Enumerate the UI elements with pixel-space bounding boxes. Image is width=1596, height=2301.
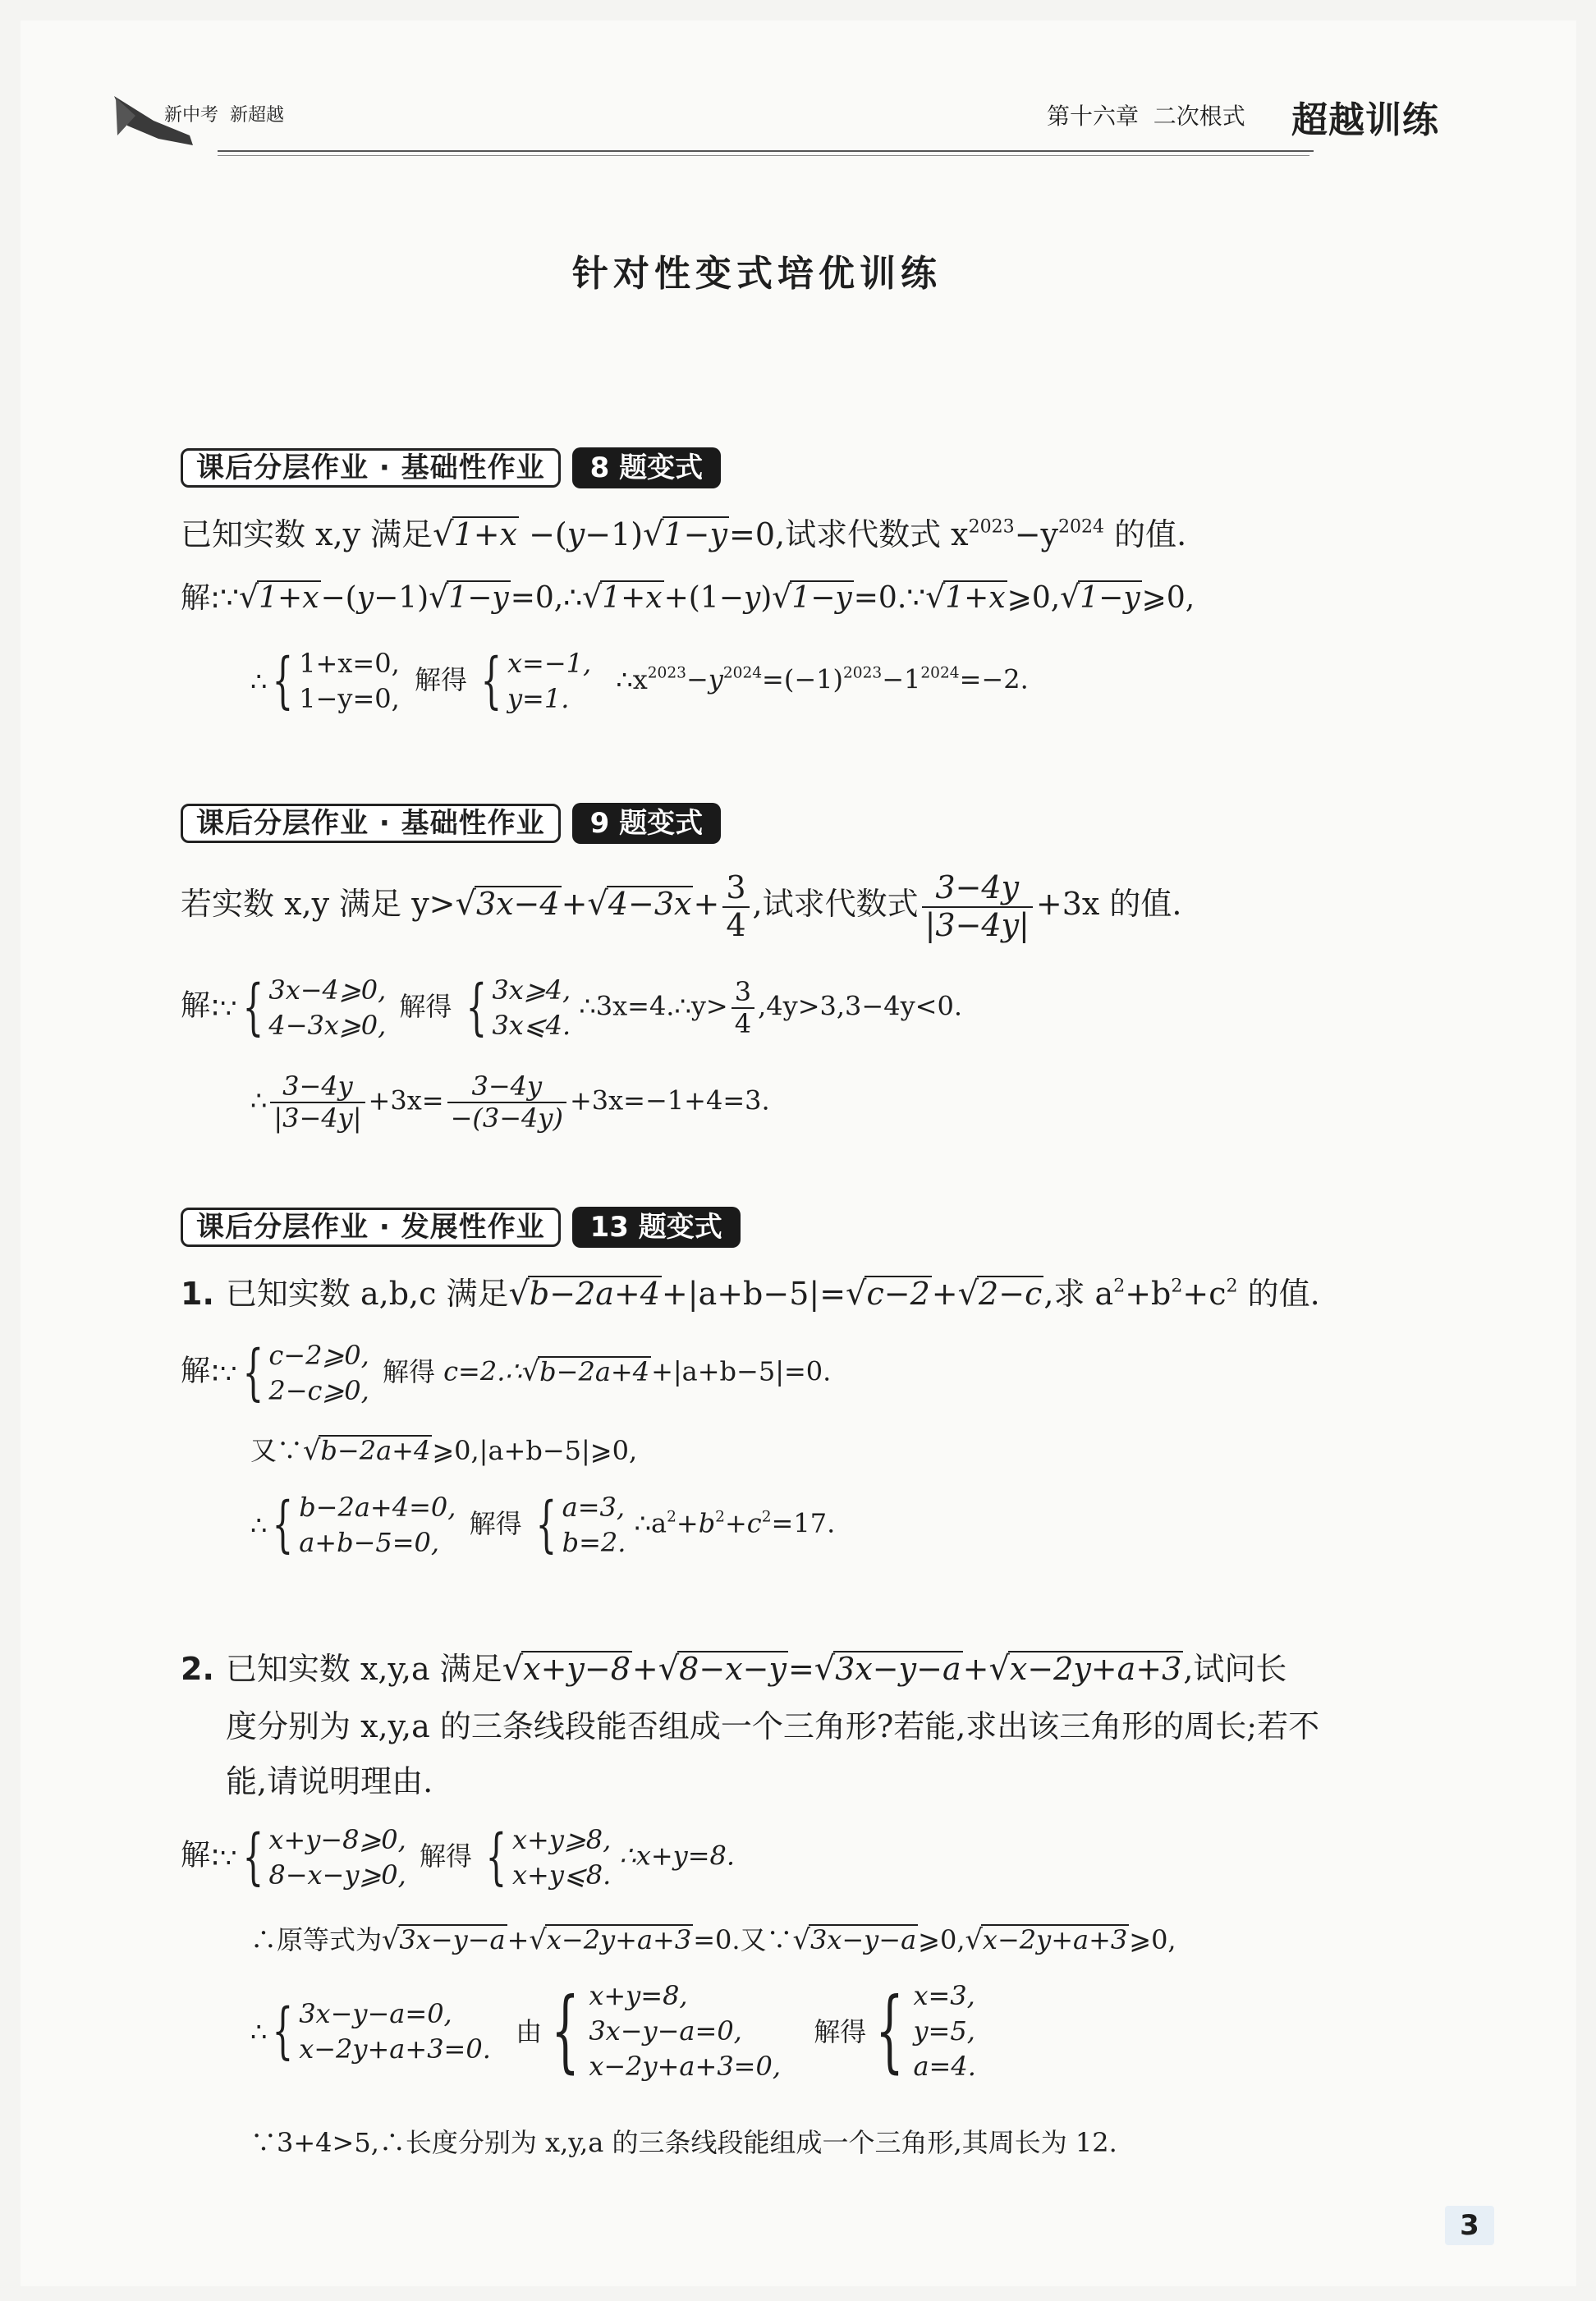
solution-13-2-line2: ∴原等式为√3x−y−a+√x−2y+a+3=0.又∵√3x−y−a⩾0,√x−2y+a+3⩾0,	[250, 1923, 1176, 1955]
chapter-label: 第十六章 二次根式	[1047, 103, 1245, 130]
solution-8-line1: 解:∵√1+x−(y−1)√1−y=0,∴√1+x+(1−y)√1−y=0.∵√1+x⩾0,√1−y⩾0,	[181, 579, 1195, 615]
section-tag-9	[181, 803, 721, 844]
solution-8-line2: ∴ { 1+x=0, 1−y=0, 解得 { x=−1, y=1. $\therefore x^{2023}-y^{2024}=(-1)^{2023}-1^{2024}=-2$.	[250, 646, 1029, 717]
question-8: 已知实数 x,y 满足√1+x −(y−1)√1−y=0,试求代数式 $x^{2023}-y^{2024}$ 的值.	[181, 516, 1187, 553]
solution-13-1-line1: 解:∵ { c−2⩾0, 2−c⩾0, 解得 c=2.∴√b−2a+4+|a+b−5|=0.	[181, 1338, 832, 1409]
brand-text: 新中考 新超越	[164, 105, 284, 126]
solution-13-1-line2: 又∵√b−2a+4⩾0,|a+b−5|⩾0,	[250, 1434, 638, 1466]
section-tag-label: 课后分层作业 · 基础性作业	[181, 448, 561, 488]
section-tag-label: 课后分层作业 · 发展性作业	[181, 1208, 561, 1247]
solution-9-line2: ∴ $\frac{3-4y}{|3-4y|}$ +3x= $\frac{3-4y}{-(3-4y)}$ +3x=−1+4=3.	[250, 1070, 770, 1134]
question-9: 若实数 x,y 满足 y>√3x−4+√4−3x+ $\frac{3}{4}$ ,试求代数式 $\frac{3-4y}{|3-4y|}$ +3x 的值.	[181, 869, 1182, 943]
question-13-2-line1: 2. 已知实数 x,y,a 满足√x+y−8+√8−x−y=√3x−y−a+√x−2y+a+3,试问长	[181, 1650, 1287, 1688]
series-title: 超越训练	[1291, 99, 1439, 141]
solution-13-1-line3: ∴ { b−2a+4=0, a+b−5=0, 解得 { a=3, b=2. $\therefore a^2+b^2+c^2=17$.	[250, 1490, 836, 1561]
section-tag-label: 课后分层作业 · 基础性作业	[181, 804, 561, 843]
solution-13-2-conclusion: ∵3+4>5,∴长度分别为 x,y,a 的三条线段能组成一个三角形,其周长为 12.	[250, 2127, 1117, 2158]
section-tag-number: 9 题变式	[572, 803, 722, 844]
page-number: 3	[1445, 2206, 1494, 2245]
header-rule-thin	[218, 155, 1309, 156]
page-title: 针对性变式培优训练	[572, 253, 942, 295]
header-rule	[218, 150, 1314, 152]
question-13-2-line3: 能,请说明理由.	[226, 1763, 433, 1799]
solution-9-line1: 解:∵ { 3x−4⩾0, 4−3x⩾0, 解得 { 3x⩾4, 3x⩽4. ∴3x=4.∴y> $\frac{3}{4}$ ,4y>3,3−4y<0.	[181, 973, 962, 1043]
section-tag-number: 13 题变式	[572, 1207, 741, 1248]
document-page	[21, 21, 1576, 2286]
section-tag-13	[181, 1207, 741, 1248]
solution-13-2-line3: ∴ { 3x−y−a=0, x−2y+a+3=0. 由 { x+y=8, 3x−y−a=0, x−2y+a+3=0, 解得 { x=3, y=5, a=4.	[250, 1978, 976, 2083]
section-tag-number: 8 题变式	[572, 447, 722, 488]
section-tag-8	[181, 447, 721, 488]
question-13-2-line2: 度分别为 x,y,a 的三条线段能否组成一个三角形?若能,求出该三角形的周长;若不	[226, 1708, 1320, 1744]
question-13-1: 1. 已知实数 a,b,c 满足√b−2a+4+|a+b−5|=√c−2+√2−c,求 $a^2+b^2+c^2$ 的值.	[181, 1275, 1320, 1313]
solution-13-2-line1: 解:∵ { x+y−8⩾0, 8−x−y⩾0, 解得 { x+y⩾8, x+y⩽8. ∴x+y=8.	[181, 1822, 736, 1893]
